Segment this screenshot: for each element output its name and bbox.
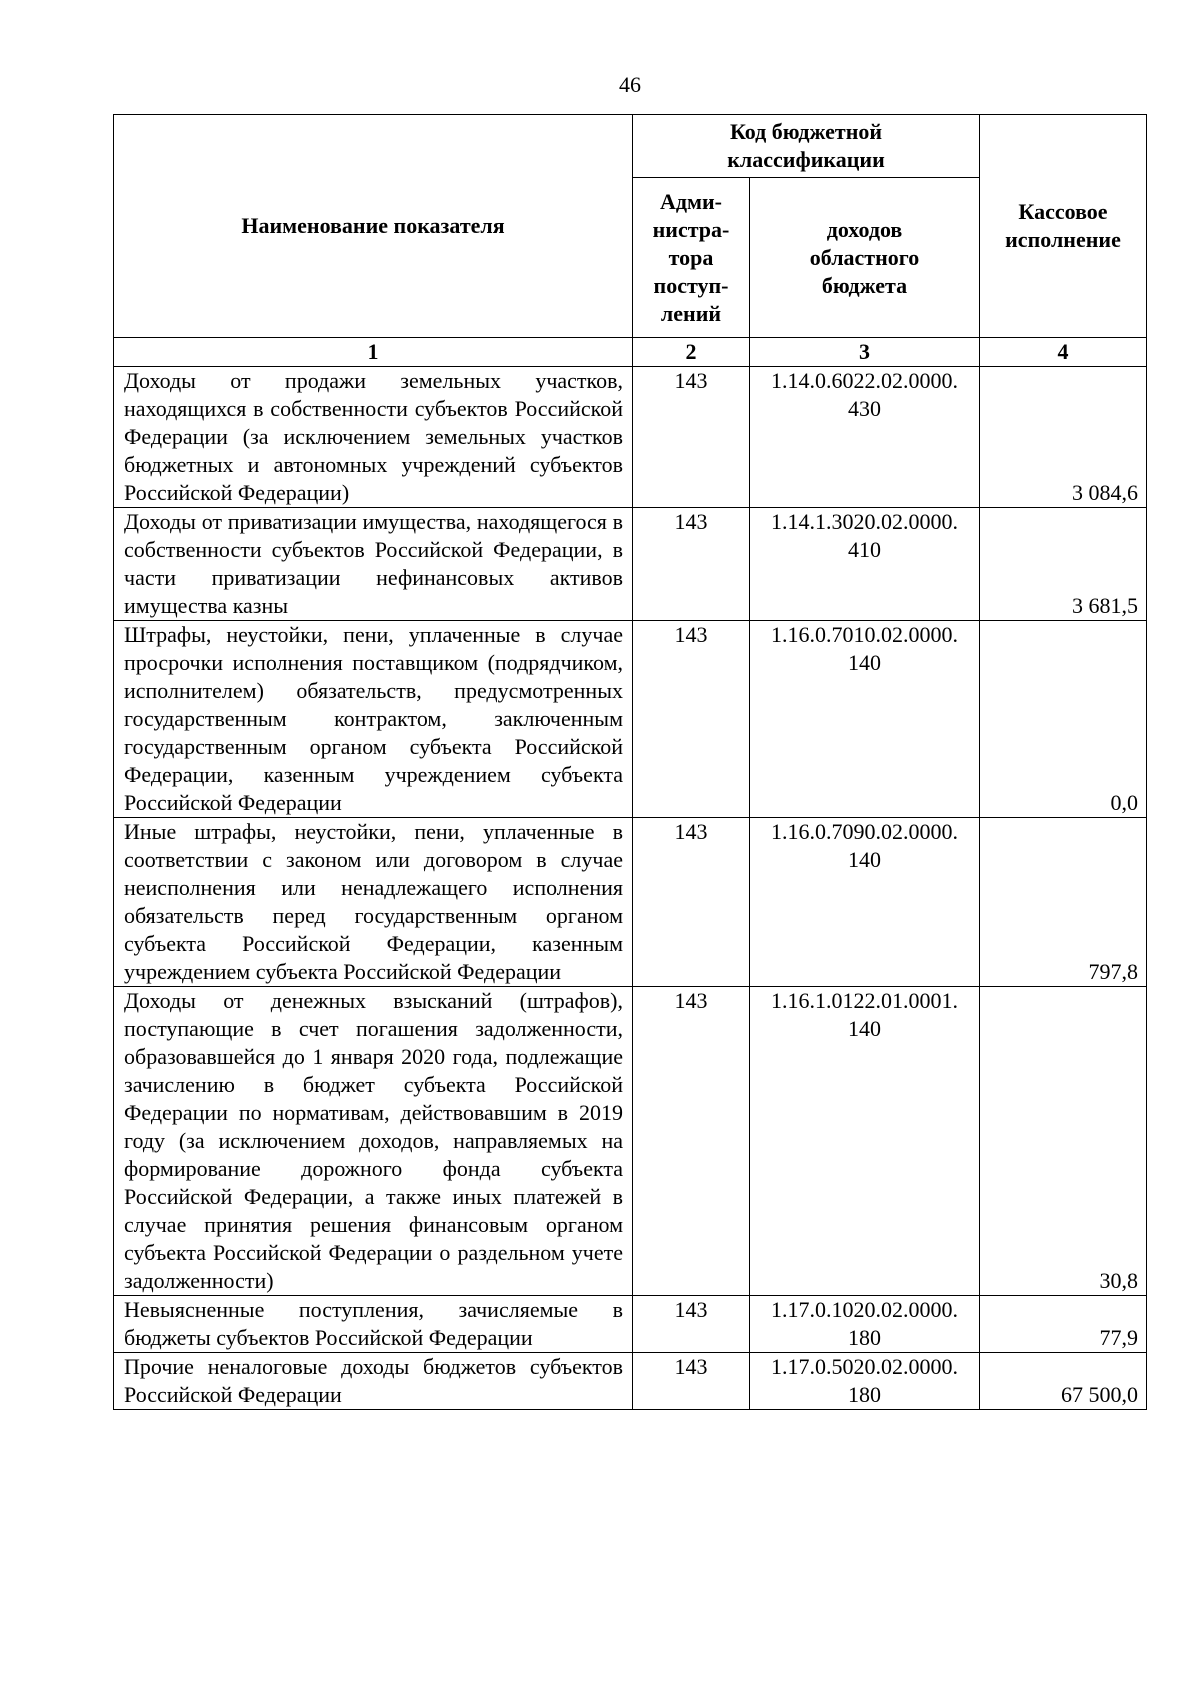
header-amount: Кассовое исполнение bbox=[980, 115, 1147, 338]
header-income: доходов областного бюджета bbox=[750, 178, 980, 338]
header-admin: Адми-нистра-тора поступ-лений bbox=[633, 178, 750, 338]
income-code bbox=[750, 1353, 980, 1410]
column-number: 1 bbox=[114, 338, 633, 367]
income-code-line2: 410 bbox=[848, 537, 881, 562]
income-code-line2: 140 bbox=[848, 847, 881, 872]
table-row bbox=[114, 367, 1147, 508]
cash-execution-amount: 3 084,6 bbox=[980, 367, 1147, 508]
cash-execution-amount: 797,8 bbox=[980, 818, 1147, 987]
administrator-code: 143 bbox=[633, 987, 750, 1296]
table-row bbox=[114, 987, 1147, 1296]
administrator-code: 143 bbox=[633, 818, 750, 987]
indicator-name: Доходы от приватизации имущества, находящегося в собственности субъектов Российской Федерации, в части приватизации нефинансовых активов имущества казны bbox=[114, 508, 633, 621]
income-code-line1: 1.14.1.3020.02.0000. bbox=[771, 509, 958, 534]
cash-execution-amount: 3 681,5 bbox=[980, 508, 1147, 621]
income-code-line1: 1.17.0.5020.02.0000. bbox=[771, 1354, 958, 1379]
income-code bbox=[750, 818, 980, 987]
cash-execution-amount: 67 500,0 bbox=[980, 1353, 1147, 1410]
table-row bbox=[114, 1296, 1147, 1353]
administrator-code: 143 bbox=[633, 367, 750, 508]
income-code bbox=[750, 508, 980, 621]
indicator-name: Доходы от денежных взысканий (штрафов), поступающие в счет погашения задолженности, образовавшейся до 1 января 2020 года, подлежащие зачислению в бюджет субъекта Российской Федерации по нормативам, действовавшим в 2019 году (за исключением доходов, направляемых на формирование дорожного фонда субъекта Российской Федерации, а также иных платежей в случае принятия решения финансовым органом субъекта Российской Федерации о раздельном учете задолженности) bbox=[114, 987, 633, 1296]
income-code bbox=[750, 367, 980, 508]
cash-execution-amount: 30,8 bbox=[980, 987, 1147, 1296]
cash-execution-amount: 0,0 bbox=[980, 621, 1147, 818]
table-row bbox=[114, 508, 1147, 621]
income-code bbox=[750, 621, 980, 818]
table-row bbox=[114, 818, 1147, 987]
income-code-line1: 1.16.1.0122.01.0001. bbox=[771, 988, 958, 1013]
administrator-code: 143 bbox=[633, 508, 750, 621]
page-number: 46 bbox=[619, 72, 641, 97]
income-code-line1: 1.14.0.6022.02.0000. bbox=[771, 368, 958, 393]
income-code-line2: 140 bbox=[848, 1016, 881, 1041]
column-number: 4 bbox=[980, 338, 1147, 367]
indicator-name: Прочие неналоговые доходы бюджетов субъектов Российской Федерации bbox=[114, 1353, 633, 1410]
header-name: Наименование показателя bbox=[114, 115, 633, 338]
administrator-code: 143 bbox=[633, 1296, 750, 1353]
table-row bbox=[114, 621, 1147, 818]
table-row bbox=[114, 1353, 1147, 1410]
indicator-name: Невыясненные поступления, зачисляемые в бюджеты субъектов Российской Федерации bbox=[114, 1296, 633, 1353]
income-code-line2: 180 bbox=[848, 1325, 881, 1350]
income-code-line1: 1.16.0.7010.02.0000. bbox=[771, 622, 958, 647]
income-code-line1: 1.17.0.1020.02.0000. bbox=[771, 1297, 958, 1322]
indicator-name: Штрафы, неустойки, пени, уплаченные в случае просрочки исполнения поставщиком (подрядчиком, исполнителем) обязательств, предусмотренных государственным контрактом, заключенным государственным органом субъекта Российской Федерации, казенным учреждением субъекта Российской Федерации bbox=[114, 621, 633, 818]
column-number: 2 bbox=[633, 338, 750, 367]
income-code-line2: 180 bbox=[848, 1382, 881, 1407]
income-code-line1: 1.16.0.7090.02.0000. bbox=[771, 819, 958, 844]
income-code bbox=[750, 1296, 980, 1353]
column-number-row bbox=[114, 338, 1147, 367]
administrator-code: 143 bbox=[633, 1353, 750, 1410]
indicator-name: Иные штрафы, неустойки, пени, уплаченные в соответствии с законом или договором в случае неисполнения или ненадлежащего исполнения обязательств перед государственным органом субъекта Российской Федерации, казенным учреждением субъекта Российской Федерации bbox=[114, 818, 633, 987]
cash-execution-amount: 77,9 bbox=[980, 1296, 1147, 1353]
revenue-table bbox=[113, 114, 1147, 1410]
income-code bbox=[750, 987, 980, 1296]
income-code-line2: 140 bbox=[848, 650, 881, 675]
indicator-name: Доходы от продажи земельных участков, находящихся в собственности субъектов Российской Федерации (за исключением земельных участков бюджетных и автономных учреждений субъектов Российской Федерации) bbox=[114, 367, 633, 508]
header-code-group: Код бюджетной классификации bbox=[633, 115, 980, 178]
administrator-code: 143 bbox=[633, 621, 750, 818]
income-code-line2: 430 bbox=[848, 396, 881, 421]
column-number: 3 bbox=[750, 338, 980, 367]
